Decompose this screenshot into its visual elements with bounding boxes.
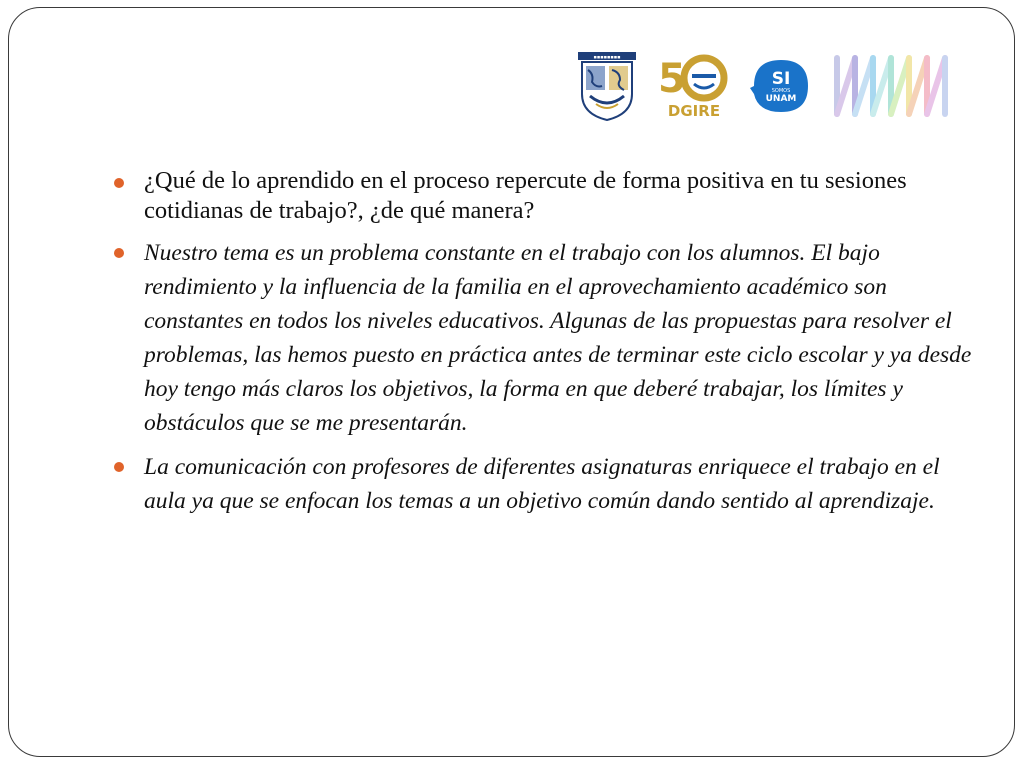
bullet-text: ¿Qué de lo aprendido en el proceso repercute de forma positiva en tu sesiones cotidianas de trabajo?, ¿de qué manera?	[144, 167, 907, 224]
bullet-dot-icon	[114, 178, 124, 188]
svg-text:SI: SI	[771, 69, 791, 89]
bullet-text: La comunicación con profesores de diferentes asignaturas enriquece el trabajo en el aula ya que se enfocan los temas a un objetivo común dando sentido al aprendizaje.	[144, 454, 940, 514]
svg-text:UNAM: UNAM	[765, 94, 797, 104]
bullet-text: Nuestro tema es un problema constante en el trabajo con los alumnos. El bajo rendimiento y la influencia de la familia en el aprovechamiento académico son constantes en todos los niveles educativos. Algunas de las propuestas para resolver el problemas, las hemos puesto en práctica antes de terminar este ciclo escolar y ya desde hoy tengo más claros los objetivos, la forma en que deberé trabajar, los límites y obstáculos que se me presentarán.	[144, 240, 972, 436]
logo-bar	[576, 46, 958, 124]
slide-content	[112, 166, 972, 528]
bullet-dot-icon	[114, 462, 124, 472]
dgire-50-logo	[654, 50, 734, 122]
svg-text:▪▪▪▪▪▪▪▪: ▪▪▪▪▪▪▪▪	[593, 54, 621, 61]
bullet-item-answer-2	[112, 450, 972, 518]
svg-text:5: 5	[658, 56, 686, 102]
bullet-item-question	[112, 166, 972, 226]
dgire-text: DGIRE	[667, 102, 721, 120]
bullet-dot-icon	[114, 248, 124, 258]
bullet-list	[112, 166, 972, 518]
bullet-item-answer-1	[112, 236, 972, 440]
unam-shield-logo	[576, 50, 638, 122]
svg-text:SOMOS: SOMOS	[771, 88, 791, 94]
colored-stripes-logo	[831, 50, 956, 120]
si-somos-unam-logo	[748, 54, 814, 118]
